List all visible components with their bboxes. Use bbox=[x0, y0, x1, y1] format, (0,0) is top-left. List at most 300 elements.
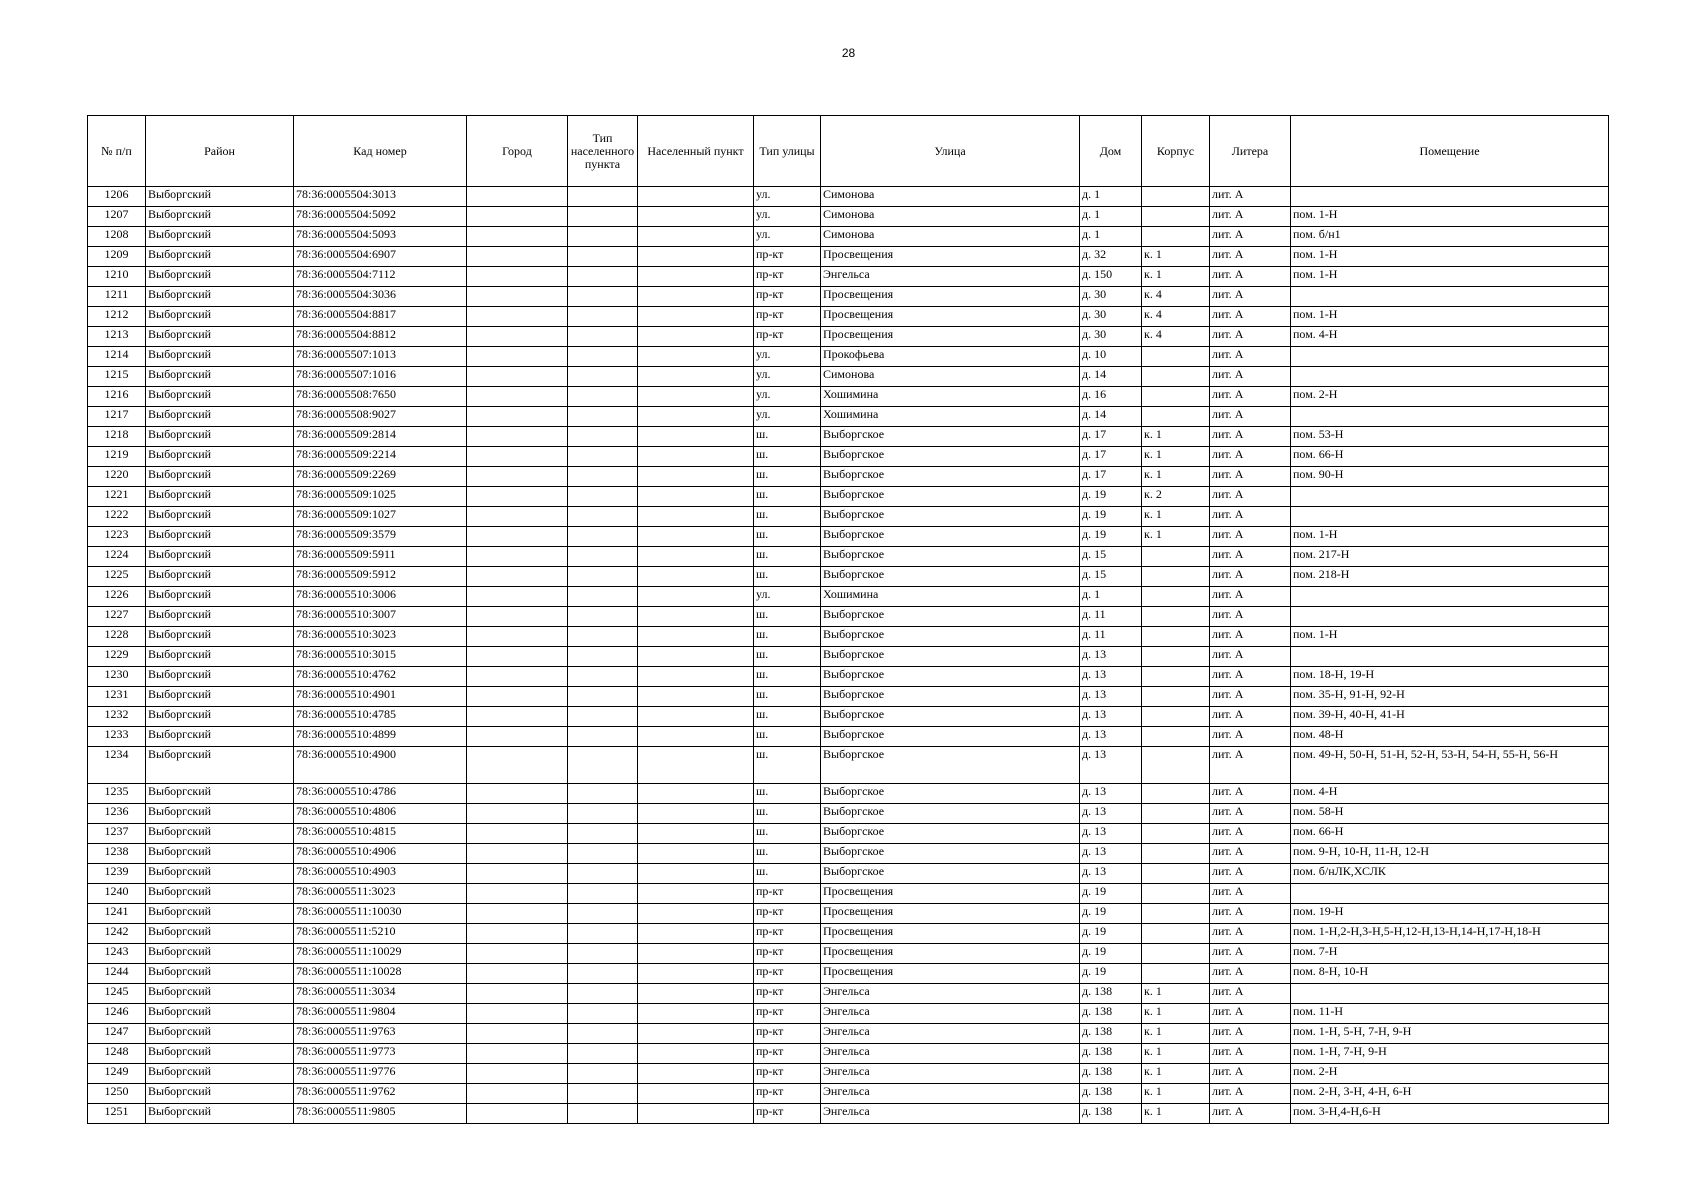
cell-house: д. 19 bbox=[1080, 884, 1142, 904]
cell-settlement-type bbox=[568, 824, 638, 844]
cell-index: 1230 bbox=[88, 667, 146, 687]
cell-building bbox=[1142, 567, 1210, 587]
cell-settlement bbox=[638, 607, 754, 627]
cell-building bbox=[1142, 547, 1210, 567]
cell-building bbox=[1142, 387, 1210, 407]
cell-cadastral-number: 78:36:0005510:3023 bbox=[294, 627, 467, 647]
cell-settlement bbox=[638, 327, 754, 347]
header-cell-street-type: Тип улицы bbox=[754, 116, 821, 187]
cell-settlement bbox=[638, 944, 754, 964]
cell-settlement bbox=[638, 187, 754, 207]
cell-city bbox=[467, 187, 568, 207]
cell-letter: лит. А bbox=[1210, 884, 1291, 904]
cell-settlement-type bbox=[568, 647, 638, 667]
cell-settlement bbox=[638, 1024, 754, 1044]
cell-district: Выборгский bbox=[146, 844, 294, 864]
cell-district: Выборгский bbox=[146, 964, 294, 984]
cell-premises: пом. 53-Н bbox=[1291, 427, 1609, 447]
cell-city bbox=[467, 984, 568, 1004]
table-row bbox=[88, 1004, 1609, 1024]
cell-premises: пом. 18-Н, 19-Н bbox=[1291, 667, 1609, 687]
cell-settlement-type bbox=[568, 1064, 638, 1084]
cell-letter: лит. А bbox=[1210, 527, 1291, 547]
cell-house: д. 150 bbox=[1080, 267, 1142, 287]
cell-house: д. 13 bbox=[1080, 687, 1142, 707]
cell-city bbox=[467, 1024, 568, 1044]
cell-district: Выборгский bbox=[146, 727, 294, 747]
cell-index: 1231 bbox=[88, 687, 146, 707]
cell-cadastral-number: 78:36:0005508:9027 bbox=[294, 407, 467, 427]
cell-street-type: ш. bbox=[754, 804, 821, 824]
cell-cadastral-number: 78:36:0005510:4899 bbox=[294, 727, 467, 747]
cell-settlement-type bbox=[568, 387, 638, 407]
table-row bbox=[88, 247, 1609, 267]
cell-building bbox=[1142, 347, 1210, 367]
cell-house: д. 1 bbox=[1080, 187, 1142, 207]
header-cell-city: Город bbox=[467, 116, 568, 187]
cell-settlement-type bbox=[568, 507, 638, 527]
cell-letter: лит. А bbox=[1210, 864, 1291, 884]
cell-premises: пом. 90-Н bbox=[1291, 467, 1609, 487]
cell-letter: лит. А bbox=[1210, 824, 1291, 844]
cell-city bbox=[467, 407, 568, 427]
cell-city bbox=[467, 784, 568, 804]
cell-index: 1208 bbox=[88, 227, 146, 247]
cell-cadastral-number: 78:36:0005509:3579 bbox=[294, 527, 467, 547]
cell-settlement-type bbox=[568, 567, 638, 587]
cell-letter: лит. А bbox=[1210, 287, 1291, 307]
cell-building bbox=[1142, 687, 1210, 707]
cell-settlement-type bbox=[568, 607, 638, 627]
cell-house: д. 10 bbox=[1080, 347, 1142, 367]
cell-building bbox=[1142, 864, 1210, 884]
cell-letter: лит. А bbox=[1210, 227, 1291, 247]
cell-district: Выборгский bbox=[146, 747, 294, 784]
cell-city bbox=[467, 864, 568, 884]
cell-street-type: ул. bbox=[754, 227, 821, 247]
cell-street: Выборгское bbox=[821, 507, 1080, 527]
cell-settlement bbox=[638, 747, 754, 784]
cell-city bbox=[467, 884, 568, 904]
table-body bbox=[88, 187, 1609, 1124]
cell-street-type: ш. bbox=[754, 784, 821, 804]
cell-house: д. 138 bbox=[1080, 1024, 1142, 1044]
cell-index: 1244 bbox=[88, 964, 146, 984]
cell-settlement-type bbox=[568, 587, 638, 607]
cell-city bbox=[467, 727, 568, 747]
cell-letter: лит. А bbox=[1210, 727, 1291, 747]
cell-settlement-type bbox=[568, 964, 638, 984]
table-row bbox=[88, 904, 1609, 924]
cell-street-type: ш. bbox=[754, 707, 821, 727]
cell-settlement bbox=[638, 347, 754, 367]
cell-building bbox=[1142, 647, 1210, 667]
table-row bbox=[88, 824, 1609, 844]
cell-house: д. 13 bbox=[1080, 667, 1142, 687]
cell-settlement bbox=[638, 984, 754, 1004]
cell-city bbox=[467, 287, 568, 307]
cell-cadastral-number: 78:36:0005504:5092 bbox=[294, 207, 467, 227]
cell-premises bbox=[1291, 507, 1609, 527]
cell-street: Выборгское bbox=[821, 784, 1080, 804]
cell-index: 1227 bbox=[88, 607, 146, 627]
cell-letter: лит. А bbox=[1210, 407, 1291, 427]
cell-letter: лит. А bbox=[1210, 964, 1291, 984]
cell-building bbox=[1142, 627, 1210, 647]
cell-street-type: ш. bbox=[754, 507, 821, 527]
cell-letter: лит. А bbox=[1210, 1044, 1291, 1064]
cell-settlement-type bbox=[568, 1104, 638, 1124]
table-row bbox=[88, 1084, 1609, 1104]
cell-district: Выборгский bbox=[146, 824, 294, 844]
cell-city bbox=[467, 367, 568, 387]
cell-street-type: пр-кт bbox=[754, 287, 821, 307]
cell-district: Выборгский bbox=[146, 487, 294, 507]
cell-cadastral-number: 78:36:0005511:9763 bbox=[294, 1024, 467, 1044]
cell-cadastral-number: 78:36:0005511:3034 bbox=[294, 984, 467, 1004]
cell-street-type: ш. bbox=[754, 824, 821, 844]
cell-letter: лит. А bbox=[1210, 587, 1291, 607]
cell-index: 1229 bbox=[88, 647, 146, 667]
cell-index: 1215 bbox=[88, 367, 146, 387]
cell-building bbox=[1142, 587, 1210, 607]
cell-cadastral-number: 78:36:0005510:4901 bbox=[294, 687, 467, 707]
cell-index: 1214 bbox=[88, 347, 146, 367]
cell-building: к. 1 bbox=[1142, 527, 1210, 547]
cell-settlement bbox=[638, 904, 754, 924]
cell-premises: пом. б/нЛК,ХСЛК bbox=[1291, 864, 1609, 884]
cell-street: Выборгское bbox=[821, 707, 1080, 727]
header-cell-premises: Помещение bbox=[1291, 116, 1609, 187]
cell-index: 1213 bbox=[88, 327, 146, 347]
cell-premises: пом. 1-Н, 7-Н, 9-Н bbox=[1291, 1044, 1609, 1064]
cell-settlement bbox=[638, 447, 754, 467]
cell-street-type: пр-кт bbox=[754, 267, 821, 287]
cell-settlement-type bbox=[568, 427, 638, 447]
cell-district: Выборгский bbox=[146, 687, 294, 707]
cell-house: д. 13 bbox=[1080, 747, 1142, 784]
cell-street: Выборгское bbox=[821, 667, 1080, 687]
header-cell-index: № п/п bbox=[88, 116, 146, 187]
cell-settlement bbox=[638, 647, 754, 667]
cell-letter: лит. А bbox=[1210, 627, 1291, 647]
cell-settlement-type bbox=[568, 547, 638, 567]
cell-city bbox=[467, 904, 568, 924]
cell-house: д. 138 bbox=[1080, 1044, 1142, 1064]
cell-cadastral-number: 78:36:0005511:9804 bbox=[294, 1004, 467, 1024]
cell-city bbox=[467, 964, 568, 984]
cell-cadastral-number: 78:36:0005510:4806 bbox=[294, 804, 467, 824]
cell-index: 1207 bbox=[88, 207, 146, 227]
cell-settlement-type bbox=[568, 904, 638, 924]
cell-settlement-type bbox=[568, 487, 638, 507]
cell-district: Выборгский bbox=[146, 407, 294, 427]
cell-street-type: пр-кт bbox=[754, 964, 821, 984]
table-row bbox=[88, 207, 1609, 227]
cell-building bbox=[1142, 944, 1210, 964]
cell-letter: лит. А bbox=[1210, 347, 1291, 367]
cell-index: 1238 bbox=[88, 844, 146, 864]
cell-settlement bbox=[638, 844, 754, 864]
cell-settlement-type bbox=[568, 1044, 638, 1064]
header-cell-street: Улица bbox=[821, 116, 1080, 187]
cell-index: 1245 bbox=[88, 984, 146, 1004]
cell-index: 1223 bbox=[88, 527, 146, 547]
cell-district: Выборгский bbox=[146, 187, 294, 207]
cell-settlement-type bbox=[568, 864, 638, 884]
cell-letter: лит. А bbox=[1210, 467, 1291, 487]
cell-letter: лит. А bbox=[1210, 1064, 1291, 1084]
cell-letter: лит. А bbox=[1210, 327, 1291, 347]
cell-building: к. 1 bbox=[1142, 427, 1210, 447]
table-row bbox=[88, 307, 1609, 327]
cell-letter: лит. А bbox=[1210, 1004, 1291, 1024]
cell-district: Выборгский bbox=[146, 667, 294, 687]
cell-house: д. 13 bbox=[1080, 864, 1142, 884]
cell-letter: лит. А bbox=[1210, 207, 1291, 227]
cell-premises: пом. 2-Н bbox=[1291, 1064, 1609, 1084]
cell-house: д. 11 bbox=[1080, 627, 1142, 647]
cell-street-type: пр-кт bbox=[754, 1044, 821, 1064]
table-row bbox=[88, 784, 1609, 804]
cell-index: 1240 bbox=[88, 884, 146, 904]
cell-settlement-type bbox=[568, 367, 638, 387]
cell-street: Выборгское bbox=[821, 487, 1080, 507]
cell-letter: лит. А bbox=[1210, 687, 1291, 707]
cell-street-type: пр-кт bbox=[754, 1064, 821, 1084]
cell-street: Энгельса bbox=[821, 984, 1080, 1004]
cell-city bbox=[467, 467, 568, 487]
table-row bbox=[88, 587, 1609, 607]
cell-settlement-type bbox=[568, 527, 638, 547]
cell-letter: лит. А bbox=[1210, 447, 1291, 467]
cell-district: Выборгский bbox=[146, 707, 294, 727]
cell-letter: лит. А bbox=[1210, 924, 1291, 944]
table-row bbox=[88, 984, 1609, 1004]
cell-cadastral-number: 78:36:0005511:10028 bbox=[294, 964, 467, 984]
cell-district: Выборгский bbox=[146, 507, 294, 527]
cell-cadastral-number: 78:36:0005511:10029 bbox=[294, 944, 467, 964]
cell-city bbox=[467, 747, 568, 784]
cell-city bbox=[467, 667, 568, 687]
cell-street-type: ш. bbox=[754, 667, 821, 687]
cell-cadastral-number: 78:36:0005509:2814 bbox=[294, 427, 467, 447]
cell-city bbox=[467, 804, 568, 824]
cell-settlement bbox=[638, 884, 754, 904]
cell-street: Просвещения bbox=[821, 944, 1080, 964]
cell-settlement bbox=[638, 267, 754, 287]
cell-cadastral-number: 78:36:0005510:4906 bbox=[294, 844, 467, 864]
cell-cadastral-number: 78:36:0005510:3015 bbox=[294, 647, 467, 667]
cell-premises: пом. 3-Н,4-Н,6-Н bbox=[1291, 1104, 1609, 1124]
cell-street: Симонова bbox=[821, 207, 1080, 227]
cell-street: Выборгское bbox=[821, 467, 1080, 487]
table-row bbox=[88, 727, 1609, 747]
cell-premises: пом. 8-Н, 10-Н bbox=[1291, 964, 1609, 984]
cell-settlement-type bbox=[568, 687, 638, 707]
header-cell-letter: Литера bbox=[1210, 116, 1291, 187]
cell-street-type: ш. bbox=[754, 747, 821, 784]
cell-street: Выборгское bbox=[821, 804, 1080, 824]
cell-settlement bbox=[638, 824, 754, 844]
cell-settlement bbox=[638, 567, 754, 587]
cell-index: 1241 bbox=[88, 904, 146, 924]
cell-district: Выборгский bbox=[146, 287, 294, 307]
cell-cadastral-number: 78:36:0005509:2214 bbox=[294, 447, 467, 467]
cell-street-type: ул. bbox=[754, 187, 821, 207]
cell-city bbox=[467, 1064, 568, 1084]
cell-street-type: ш. bbox=[754, 727, 821, 747]
cell-city bbox=[467, 1084, 568, 1104]
cell-settlement bbox=[638, 487, 754, 507]
cell-street-type: ул. bbox=[754, 347, 821, 367]
table-row bbox=[88, 227, 1609, 247]
cell-street: Выборгское bbox=[821, 547, 1080, 567]
cell-index: 1239 bbox=[88, 864, 146, 884]
cell-letter: лит. А bbox=[1210, 367, 1291, 387]
cell-settlement bbox=[638, 924, 754, 944]
cell-cadastral-number: 78:36:0005511:5210 bbox=[294, 924, 467, 944]
cell-settlement-type bbox=[568, 1024, 638, 1044]
cell-street-type: ул. bbox=[754, 407, 821, 427]
cell-house: д. 17 bbox=[1080, 467, 1142, 487]
cell-letter: лит. А bbox=[1210, 707, 1291, 727]
cell-settlement-type bbox=[568, 784, 638, 804]
cell-cadastral-number: 78:36:0005504:8812 bbox=[294, 327, 467, 347]
cell-settlement bbox=[638, 407, 754, 427]
cell-building: к. 1 bbox=[1142, 267, 1210, 287]
cell-settlement bbox=[638, 247, 754, 267]
cell-building bbox=[1142, 367, 1210, 387]
cell-district: Выборгский bbox=[146, 904, 294, 924]
table-row bbox=[88, 747, 1609, 784]
cell-premises: пом. 4-Н bbox=[1291, 784, 1609, 804]
cell-street-type: ш. bbox=[754, 844, 821, 864]
cell-settlement-type bbox=[568, 347, 638, 367]
cell-building bbox=[1142, 707, 1210, 727]
cell-settlement-type bbox=[568, 467, 638, 487]
cell-street-type: ул. bbox=[754, 587, 821, 607]
cell-index: 1211 bbox=[88, 287, 146, 307]
cell-letter: лит. А bbox=[1210, 607, 1291, 627]
cell-settlement bbox=[638, 667, 754, 687]
cell-city bbox=[467, 687, 568, 707]
cell-street: Просвещения bbox=[821, 247, 1080, 267]
cell-settlement-type bbox=[568, 844, 638, 864]
cell-house: д. 13 bbox=[1080, 844, 1142, 864]
table-row bbox=[88, 267, 1609, 287]
cell-building bbox=[1142, 904, 1210, 924]
cell-cadastral-number: 78:36:0005511:3023 bbox=[294, 884, 467, 904]
cell-district: Выборгский bbox=[146, 447, 294, 467]
cell-cadastral-number: 78:36:0005504:8817 bbox=[294, 307, 467, 327]
cell-settlement-type bbox=[568, 667, 638, 687]
cell-index: 1217 bbox=[88, 407, 146, 427]
cell-building: к. 1 bbox=[1142, 984, 1210, 1004]
table-row bbox=[88, 567, 1609, 587]
cell-building bbox=[1142, 407, 1210, 427]
cell-district: Выборгский bbox=[146, 984, 294, 1004]
cell-settlement bbox=[638, 1104, 754, 1124]
cell-city bbox=[467, 824, 568, 844]
table-row bbox=[88, 187, 1609, 207]
cell-premises bbox=[1291, 407, 1609, 427]
cell-street: Выборгское bbox=[821, 427, 1080, 447]
header-row bbox=[88, 116, 1609, 187]
cell-house: д. 13 bbox=[1080, 707, 1142, 727]
cell-building bbox=[1142, 207, 1210, 227]
cell-premises bbox=[1291, 347, 1609, 367]
cell-cadastral-number: 78:36:0005510:4762 bbox=[294, 667, 467, 687]
cell-street: Выборгское bbox=[821, 527, 1080, 547]
cell-settlement-type bbox=[568, 707, 638, 727]
cell-house: д. 30 bbox=[1080, 307, 1142, 327]
table-row bbox=[88, 924, 1609, 944]
cell-house: д. 138 bbox=[1080, 984, 1142, 1004]
cell-settlement-type bbox=[568, 247, 638, 267]
cell-district: Выборгский bbox=[146, 367, 294, 387]
cell-house: д. 16 bbox=[1080, 387, 1142, 407]
cell-cadastral-number: 78:36:0005507:1016 bbox=[294, 367, 467, 387]
table-row bbox=[88, 687, 1609, 707]
cell-street: Энгельса bbox=[821, 1044, 1080, 1064]
table-row bbox=[88, 667, 1609, 687]
table-row bbox=[88, 467, 1609, 487]
cell-letter: лит. А bbox=[1210, 507, 1291, 527]
cell-settlement bbox=[638, 467, 754, 487]
table-row bbox=[88, 1024, 1609, 1044]
cell-city bbox=[467, 627, 568, 647]
cell-district: Выборгский bbox=[146, 1004, 294, 1024]
cell-index: 1234 bbox=[88, 747, 146, 784]
cell-district: Выборгский bbox=[146, 884, 294, 904]
cell-index: 1251 bbox=[88, 1104, 146, 1124]
cell-street: Хошимина bbox=[821, 587, 1080, 607]
cell-letter: лит. А bbox=[1210, 667, 1291, 687]
table-row bbox=[88, 287, 1609, 307]
cell-district: Выборгский bbox=[146, 924, 294, 944]
cell-house: д. 138 bbox=[1080, 1104, 1142, 1124]
cell-district: Выборгский bbox=[146, 784, 294, 804]
cell-district: Выборгский bbox=[146, 527, 294, 547]
cell-premises bbox=[1291, 607, 1609, 627]
cell-premises: пом. 58-Н bbox=[1291, 804, 1609, 824]
cell-building bbox=[1142, 187, 1210, 207]
cell-settlement-type bbox=[568, 267, 638, 287]
cell-index: 1212 bbox=[88, 307, 146, 327]
header-cell-settlement-type: Тип населенного пункта bbox=[568, 116, 638, 187]
cell-building: к. 4 bbox=[1142, 307, 1210, 327]
cell-street-type: ул. bbox=[754, 367, 821, 387]
cell-building: к. 1 bbox=[1142, 447, 1210, 467]
cell-cadastral-number: 78:36:0005509:5912 bbox=[294, 567, 467, 587]
cell-index: 1248 bbox=[88, 1044, 146, 1064]
cell-settlement-type bbox=[568, 1084, 638, 1104]
cell-house: д. 19 bbox=[1080, 527, 1142, 547]
table-row bbox=[88, 387, 1609, 407]
cell-street: Энгельса bbox=[821, 1104, 1080, 1124]
cell-district: Выборгский bbox=[146, 467, 294, 487]
cell-cadastral-number: 78:36:0005510:4785 bbox=[294, 707, 467, 727]
cell-premises: пом. 217-Н bbox=[1291, 547, 1609, 567]
cell-letter: лит. А bbox=[1210, 427, 1291, 447]
cell-building: к. 1 bbox=[1142, 247, 1210, 267]
cell-street: Выборгское bbox=[821, 647, 1080, 667]
cell-building bbox=[1142, 844, 1210, 864]
cell-street-type: ш. bbox=[754, 567, 821, 587]
cell-building bbox=[1142, 784, 1210, 804]
cell-letter: лит. А bbox=[1210, 984, 1291, 1004]
